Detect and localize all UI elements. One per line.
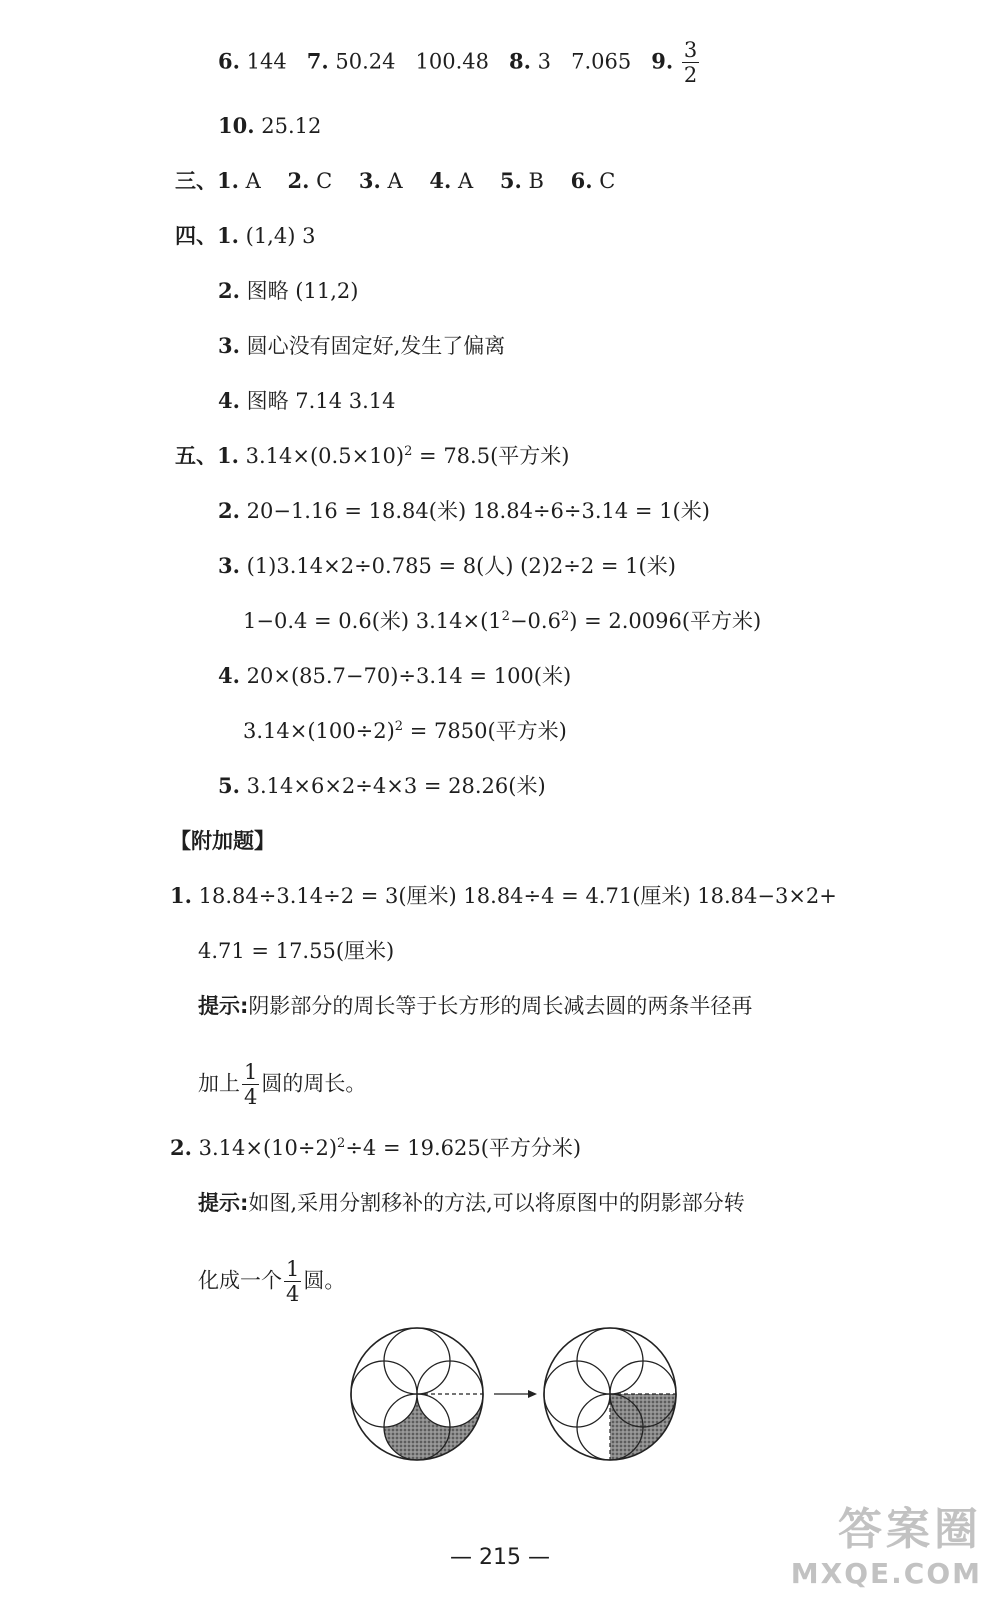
transformed-figure <box>544 1328 676 1460</box>
extra-p2-hint-2: 化成一个 $\frac{1}{4}$ 圆。 <box>198 1257 346 1306</box>
extra-title: 【附加题】 <box>170 829 275 853</box>
sec5-line-2: 2. 20−1.16 = 18.84(米) 18.84÷6÷3.14 = 1(米) <box>218 498 710 523</box>
sec5-line-3: 3. (1)3.14×2÷0.785 = 8(人) (2)2÷2 = 1(米) <box>218 553 676 578</box>
fraction-3-2: $\frac{3}{2}$ <box>683 38 698 87</box>
sec4-line-2: 2. 图略 (11,2) <box>218 278 359 303</box>
sec4-line-3: 3. 圆心没有固定好,发生了偏离 <box>218 333 506 358</box>
extra-p1-hint: 提示:阴影部分的周长等于长方形的周长减去圆的两条半径再 <box>198 994 753 1018</box>
shaded-region-original <box>384 1394 483 1460</box>
sec5-line-1: 五、1. $3.14\times(0.5\times 10)^2 = 78.5$(平方米) <box>175 443 570 468</box>
extra-p2-hint: 提示:如图,采用分割移补的方法,可以将原图中的阴影部分转 <box>198 1191 745 1215</box>
circle-transform-figure <box>340 1325 690 1470</box>
sec2-line-1: 6. 144 7. 50.24 100.48 8. 3 7.065 9. $\frac{3}{2}$ <box>218 38 698 87</box>
arrow-icon <box>494 1390 537 1398</box>
extra-p1-line-1: 1. 18.84÷3.14÷2 = 3(厘米) 18.84÷4 = 4.71(厘米) 18.84−3×2+ <box>170 883 837 908</box>
extra-p2-line-1: 2. $3.14\times(10\div 2)^2\div 4 = 19.625$(平方分米) <box>170 1135 582 1160</box>
original-figure <box>351 1328 483 1460</box>
fraction-1-4: $\frac{1}{4}$ <box>244 1060 258 1109</box>
sec4-line-4: 4. 图略 7.14 3.14 <box>218 388 396 413</box>
fraction-1-4-b: $\frac{1}{4}$ <box>286 1257 300 1306</box>
sec5-line-5: 5. 3.14×6×2÷4×3 = 28.26(米) <box>218 773 546 798</box>
page-number: — 215 — <box>450 1545 550 1570</box>
sec5-line-4: 4. 20×(85.7−70)÷3.14 = 100(米) <box>218 663 572 688</box>
extra-p1-line-2: 4.71 = 17.55(厘米) <box>198 939 395 963</box>
extra-p1-hint-2: 加上 $\frac{1}{4}$ 圆的周长。 <box>198 1060 367 1109</box>
watermark-logo: 答案圈 MXQE.COM <box>790 1504 982 1590</box>
sec3-line: 三、1. A 2. C 3. A 4. A 5. B 6. C <box>175 168 616 193</box>
sec4-line-1: 四、1. (1,4) 3 <box>175 223 316 248</box>
sec2-line-2: 10. 25.12 <box>218 113 322 138</box>
sec5-line-4b: $3.14\times(100\div 2)^2 = 7850$(平方米) <box>243 719 567 743</box>
sec5-line-3b: 1−0.4 = 0.6(米) $3.14\times(1^2-0.6^2) = 2.0096$(平方米) <box>243 609 762 633</box>
